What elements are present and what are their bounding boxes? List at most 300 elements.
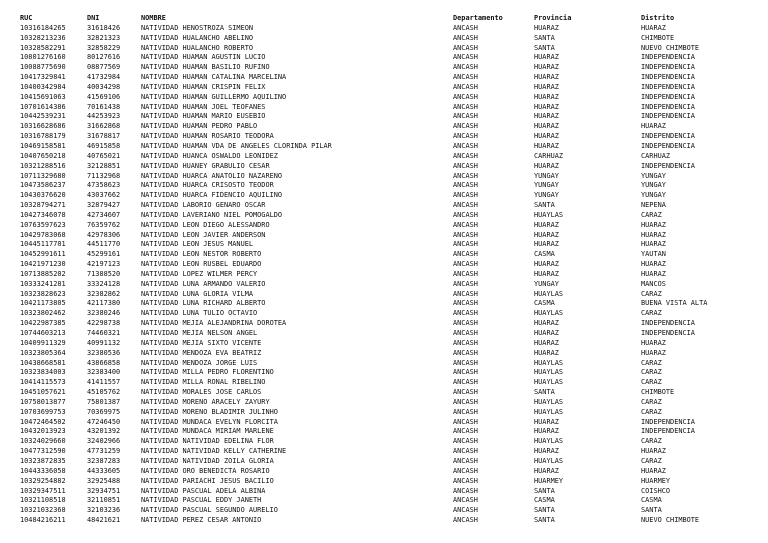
dni-cell: 43201392: [87, 427, 121, 436]
nombre-cell: NATIVIDAD HUAMAN AGUSTIN LUCIO: [141, 53, 266, 62]
provincia-cell: HUARAZ: [534, 269, 559, 278]
provincia-cell: HUARAZ: [534, 102, 559, 111]
ruc-cell: 10801276160: [20, 53, 66, 62]
ruc-cell: 10711329680: [20, 171, 66, 180]
provincia-cell: HUAYLAS: [534, 437, 564, 446]
distrito-cell: INDEPENDENCIA: [641, 141, 695, 150]
dni-cell: 45299161: [87, 250, 121, 259]
table-row: [20, 467, 751, 477]
dni-cell: 32925488: [87, 476, 121, 485]
distrito-cell: HUARAZ: [641, 260, 666, 269]
nombre-cell: NATIVIDAD PARIACHI JESUS BACILIO: [141, 476, 274, 485]
ruc-cell: 10323802462: [20, 309, 66, 318]
distrito-cell: INDEPENDENCIA: [641, 73, 695, 82]
departamento-cell: ANCASH: [453, 476, 478, 485]
distrito-cell: HUARAZ: [641, 447, 666, 456]
nombre-cell: NATIVIDAD HUARCA FIDENCIO AQUILINO: [141, 191, 283, 200]
provincia-cell: HUARAZ: [534, 23, 559, 32]
provincia-cell: CASMA: [534, 299, 555, 308]
table-row: [20, 122, 751, 132]
departamento-cell: ANCASH: [453, 378, 478, 387]
nombre-cell: NATIVIDAD MUNDACA MIRIAM MARLENE: [141, 427, 274, 436]
table-row: [20, 93, 751, 103]
departamento-cell: ANCASH: [453, 260, 478, 269]
nombre-cell: NATIVIDAD LEON NESTOR ROBERTO: [141, 250, 262, 259]
departamento-cell: ANCASH: [453, 338, 478, 347]
departamento-cell: ANCASH: [453, 319, 478, 328]
ruc-cell: 10088775690: [20, 63, 66, 72]
provincia-cell: HUARAZ: [534, 230, 559, 239]
departamento-cell: ANCASH: [453, 447, 478, 456]
departamento-cell: ANCASH: [453, 289, 478, 298]
distrito-cell: HUARAZ: [641, 230, 666, 239]
dni-cell: 33324128: [87, 279, 121, 288]
table-row: [20, 487, 751, 497]
departamento-cell: ANCASH: [453, 201, 478, 210]
table-row: [20, 240, 751, 250]
departamento-cell: ANCASH: [453, 33, 478, 42]
ruc-cell: 10417329841: [20, 73, 66, 82]
header-ruc: RUC: [20, 14, 33, 22]
provincia-cell: HUAYLAS: [534, 368, 564, 377]
departamento-cell: ANCASH: [453, 171, 478, 180]
table-row: [20, 231, 751, 241]
dni-cell: 71388520: [87, 269, 121, 278]
table-row: [20, 270, 751, 280]
ruc-cell: 10442539231: [20, 112, 66, 121]
distrito-cell: INDEPENDENCIA: [641, 161, 695, 170]
table-row: [20, 408, 751, 418]
nombre-cell: NATIVIDAD PASCUAL ADELA ALBINA: [141, 486, 266, 495]
ruc-cell: 10445117701: [20, 240, 66, 249]
departamento-cell: ANCASH: [453, 23, 478, 32]
nombre-cell: NATIVIDAD HUANEY GRABULIO CESAR: [141, 161, 270, 170]
distrito-cell: CARAZ: [641, 378, 662, 387]
distrito-cell: CASMA: [641, 496, 662, 505]
nombre-cell: NATIVIDAD LEON DIEGO ALESSANDRO: [141, 220, 270, 229]
table-row: [20, 162, 751, 172]
table-row: [20, 142, 751, 152]
ruc-cell: 10323805364: [20, 348, 66, 357]
records-table: [20, 14, 751, 526]
distrito-cell: INDEPENDENCIA: [641, 82, 695, 91]
distrito-cell: SANTA: [641, 506, 662, 515]
dni-cell: 41569106: [87, 92, 121, 101]
table-row: [20, 290, 751, 300]
ruc-cell: 10329254882: [20, 476, 66, 485]
dni-cell: 32879427: [87, 201, 121, 210]
departamento-cell: ANCASH: [453, 63, 478, 72]
nombre-cell: NATIVIDAD HUALANCHO ROBERTO: [141, 43, 254, 52]
provincia-cell: HUARAZ: [534, 329, 559, 337]
departamento-cell: ANCASH: [453, 230, 478, 239]
dni-cell: 47358623: [87, 181, 121, 190]
ruc-cell: 10427346078: [20, 210, 66, 219]
departamento-cell: ANCASH: [453, 456, 478, 465]
dni-cell: 43866858: [87, 358, 121, 367]
nombre-cell: NATIVIDAD MENDOZA EVA BEATRIZ: [141, 348, 262, 357]
dni-cell: 32128851: [87, 161, 121, 170]
departamento-cell: ANCASH: [453, 309, 478, 318]
provincia-cell: YUNGAY: [534, 191, 559, 200]
provincia-cell: HUAYLAS: [534, 289, 564, 298]
distrito-cell: COISHCO: [641, 486, 671, 495]
distrito-cell: HUARMEY: [641, 476, 671, 485]
table-row: [20, 53, 751, 63]
ruc-cell: 10438668581: [20, 358, 66, 367]
distrito-cell: INDEPENDENCIA: [641, 92, 695, 101]
dni-cell: 32110851: [87, 496, 121, 505]
distrito-cell: HUARAZ: [641, 466, 666, 475]
departamento-cell: ANCASH: [453, 191, 478, 200]
distrito-cell: NUEVO CHIMBOTE: [641, 43, 700, 52]
ruc-cell: 10451057621: [20, 388, 66, 397]
dni-cell: 40034298: [87, 82, 121, 91]
nombre-cell: NATIVIDAD MENDOZA JORGE LUIS: [141, 358, 258, 367]
nombre-cell: NATIVIDAD LUNA GLORIA VILMA: [141, 289, 254, 298]
dni-cell: 32387283: [87, 456, 121, 465]
distrito-cell: YUNGAY: [641, 171, 666, 180]
departamento-cell: ANCASH: [453, 466, 478, 475]
departamento-cell: ANCASH: [453, 329, 478, 337]
provincia-cell: HUAYLAS: [534, 456, 564, 465]
provincia-cell: YUNGAY: [534, 171, 559, 180]
provincia-cell: YUNGAY: [534, 279, 559, 288]
departamento-cell: ANCASH: [453, 427, 478, 436]
dni-cell: 47731259: [87, 447, 121, 456]
table-row: [20, 368, 751, 378]
ruc-cell: 10477312590: [20, 447, 66, 456]
dni-cell: 75801387: [87, 397, 121, 406]
nombre-cell: NATIVIDAD HUARCA CRISOSTO TEODOR: [141, 181, 274, 190]
dni-cell: 32402966: [87, 437, 121, 446]
table-row: [20, 211, 751, 221]
nombre-cell: NATIVIDAD HUAMAN MARIO EUSEBIO: [141, 112, 266, 121]
provincia-cell: HUARAZ: [534, 73, 559, 82]
dni-cell: 44333605: [87, 466, 121, 475]
provincia-cell: HUARMEY: [534, 476, 564, 485]
table-row: [20, 44, 751, 54]
header-departamento: Departamento: [453, 14, 503, 22]
nombre-cell: NATIVIDAD LUNA ARMANDO VALERIO: [141, 279, 266, 288]
ruc-cell: 10758013877: [20, 397, 66, 406]
provincia-cell: SANTA: [534, 388, 555, 397]
distrito-cell: BUENA VISTA ALTA: [641, 299, 708, 308]
table-row: [20, 378, 751, 388]
distrito-cell: HUARAZ: [641, 220, 666, 229]
distrito-cell: CARAZ: [641, 368, 662, 377]
departamento-cell: ANCASH: [453, 240, 478, 249]
distrito-cell: NEPEÑA: [641, 201, 666, 210]
dni-cell: 40765021: [87, 151, 121, 160]
table-row: [20, 418, 751, 428]
ruc-cell: 10316628686: [20, 122, 66, 131]
dni-cell: 32821323: [87, 33, 121, 42]
ruc-cell: 10414115573: [20, 378, 66, 387]
provincia-cell: HUARAZ: [534, 82, 559, 91]
provincia-cell: HUAYLAS: [534, 397, 564, 406]
table-row: [20, 516, 751, 526]
nombre-cell: NATIVIDAD PEREZ CESAR ANTONIO: [141, 516, 262, 525]
table-header-row: [20, 14, 751, 24]
nombre-cell: NATIVIDAD HUAMAN GUILLERMO AQUILINO: [141, 92, 287, 101]
distrito-cell: INDEPENDENCIA: [641, 417, 695, 426]
nombre-cell: NATIVIDAD NATIVIDAD EDELINA FLOR: [141, 437, 274, 446]
table-row: [20, 201, 751, 211]
dni-cell: 31662868: [87, 122, 121, 131]
table-row: [20, 437, 751, 447]
provincia-cell: SANTA: [534, 43, 555, 52]
table-row: [20, 477, 751, 487]
dni-cell: 70161438: [87, 102, 121, 111]
nombre-cell: NATIVIDAD HUAMAN ROSARIO TEODORA: [141, 132, 274, 141]
ruc-cell: 10473586237: [20, 181, 66, 190]
table-row: [20, 329, 751, 339]
nombre-cell: NATIVIDAD HUAMAN PEDRO PABLO: [141, 122, 258, 131]
departamento-cell: ANCASH: [453, 73, 478, 82]
dni-cell: 32383400: [87, 368, 121, 377]
ruc-cell: 10443336058: [20, 466, 66, 475]
ruc-cell: 10421971230: [20, 260, 66, 269]
distrito-cell: INDEPENDENCIA: [641, 427, 695, 436]
distrito-cell: INDEPENDENCIA: [641, 102, 695, 111]
dni-cell: 41732984: [87, 73, 121, 82]
departamento-cell: ANCASH: [453, 132, 478, 141]
nombre-cell: NATIVIDAD HUAMAN VDA DE ANGELES CLORINDA PILAR: [141, 141, 332, 150]
provincia-cell: HUARAZ: [534, 319, 559, 328]
dni-cell: 45105762: [87, 388, 121, 397]
departamento-cell: ANCASH: [453, 102, 478, 111]
nombre-cell: NATIVIDAD HENOSTROZA SIMEON: [141, 23, 254, 32]
table-row: [20, 172, 751, 182]
provincia-cell: HUARAZ: [534, 466, 559, 475]
dni-cell: 08877569: [87, 63, 121, 72]
nombre-cell: NATIVIDAD HUAMAN CRISPIN FELIX: [141, 82, 266, 91]
ruc-cell: 10430376620: [20, 191, 66, 200]
nombre-cell: NATIVIDAD MEJIA ALEJANDRINA DOROTEA: [141, 319, 287, 328]
departamento-cell: ANCASH: [453, 348, 478, 357]
ruc-cell: 10469158581: [20, 141, 66, 150]
ruc-cell: 10407650218: [20, 151, 66, 160]
table-row: [20, 221, 751, 231]
distrito-cell: INDEPENDENCIA: [641, 319, 695, 328]
ruc-cell: 10452991611: [20, 250, 66, 259]
ruc-cell: 10421173805: [20, 299, 66, 308]
dni-cell: 74460321: [87, 329, 121, 337]
departamento-cell: ANCASH: [453, 299, 478, 308]
nombre-cell: NATIVIDAD MILLA RONAL RIBELINO: [141, 378, 266, 387]
provincia-cell: HUARAZ: [534, 92, 559, 101]
nombre-cell: NATIVIDAD LAVERIANO NIEL POMOGALDO: [141, 210, 283, 219]
provincia-cell: HUARAZ: [534, 447, 559, 456]
dni-cell: 42197123: [87, 260, 121, 269]
provincia-cell: HUARAZ: [534, 122, 559, 131]
dni-cell: 47246450: [87, 417, 121, 426]
distrito-cell: INDEPENDENCIA: [641, 329, 695, 337]
departamento-cell: ANCASH: [453, 368, 478, 377]
dni-cell: 42117380: [87, 299, 121, 308]
table-row: [20, 506, 751, 516]
ruc-cell: 10713885202: [20, 269, 66, 278]
provincia-cell: HUARAZ: [534, 240, 559, 249]
nombre-cell: NATIVIDAD HUAMAN JOEL TEOFANES: [141, 102, 266, 111]
ruc-cell: 10323872835: [20, 456, 66, 465]
provincia-cell: HUAYLAS: [534, 378, 564, 387]
nombre-cell: NATIVIDAD HUARCA ANATOLIO NAZARENO: [141, 171, 283, 180]
distrito-cell: CHIMBOTE: [641, 33, 675, 42]
nombre-cell: NATIVIDAD HUANCA OSWALDO LEONIDEZ: [141, 151, 278, 160]
provincia-cell: CASMA: [534, 250, 555, 259]
departamento-cell: ANCASH: [453, 506, 478, 515]
distrito-cell: MANCOS: [641, 279, 666, 288]
provincia-cell: YUNGAY: [534, 181, 559, 190]
table-row: [20, 319, 751, 329]
table-row: [20, 349, 751, 359]
departamento-cell: ANCASH: [453, 250, 478, 259]
dni-cell: 42978306: [87, 230, 121, 239]
provincia-cell: HUAYLAS: [534, 358, 564, 367]
ruc-cell: 10422987385: [20, 319, 66, 328]
table-row: [20, 191, 751, 201]
dni-cell: 32380246: [87, 309, 121, 318]
nombre-cell: NATIVIDAD NATIVIDAD KELLY CATHERINE: [141, 447, 287, 456]
dni-cell: 32858229: [87, 43, 121, 52]
provincia-cell: HUARAZ: [534, 260, 559, 269]
table-row: [20, 112, 751, 122]
table-body: [20, 24, 751, 526]
nombre-cell: NATIVIDAD LEON RUSBEL EDUARDO: [141, 260, 262, 269]
ruc-cell: 10321108518: [20, 496, 66, 505]
ruc-cell: 10432013923: [20, 427, 66, 436]
departamento-cell: ANCASH: [453, 43, 478, 52]
dni-cell: 46915858: [87, 141, 121, 150]
distrito-cell: HUARAZ: [641, 240, 666, 249]
ruc-cell: 10328582291: [20, 43, 66, 52]
departamento-cell: ANCASH: [453, 161, 478, 170]
provincia-cell: CARHUAZ: [534, 151, 564, 160]
dni-cell: 32382862: [87, 289, 121, 298]
departamento-cell: ANCASH: [453, 516, 478, 525]
nombre-cell: NATIVIDAD ORO BENEDICTA ROSARIO: [141, 466, 270, 475]
provincia-cell: HUARAZ: [534, 220, 559, 229]
departamento-cell: ANCASH: [453, 496, 478, 505]
dni-cell: 32934751: [87, 486, 121, 495]
nombre-cell: NATIVIDAD LUNA RICHARD ALBERTO: [141, 299, 266, 308]
provincia-cell: HUAYLAS: [534, 407, 564, 416]
ruc-cell: 10400342984: [20, 82, 66, 91]
departamento-cell: ANCASH: [453, 269, 478, 278]
nombre-cell: NATIVIDAD LABORIO GENARO OSCAR: [141, 201, 266, 210]
nombre-cell: NATIVIDAD NATIVIDAD ZOILA GLORIA: [141, 456, 274, 465]
departamento-cell: ANCASH: [453, 279, 478, 288]
dni-cell: 44511770: [87, 240, 121, 249]
distrito-cell: HUARAZ: [641, 122, 666, 131]
ruc-cell: 10323828623: [20, 289, 66, 298]
distrito-cell: CARAZ: [641, 407, 662, 416]
provincia-cell: HUARAZ: [534, 112, 559, 121]
departamento-cell: ANCASH: [453, 141, 478, 150]
ruc-cell: 10701614386: [20, 102, 66, 111]
provincia-cell: SANTA: [534, 506, 555, 515]
nombre-cell: NATIVIDAD LUNA TULIO OCTAVIO: [141, 309, 258, 318]
distrito-cell: CARAZ: [641, 309, 662, 318]
ruc-cell: 10703699753: [20, 407, 66, 416]
table-row: [20, 181, 751, 191]
distrito-cell: INDEPENDENCIA: [641, 112, 695, 121]
nombre-cell: NATIVIDAD PASCUAL SEGUNDO AURELIO: [141, 506, 278, 515]
departamento-cell: ANCASH: [453, 151, 478, 160]
nombre-cell: NATIVIDAD HUALANCHO ABELINO: [141, 33, 254, 42]
distrito-cell: YUNGAY: [641, 181, 666, 190]
table-row: [20, 132, 751, 142]
dni-cell: 44253923: [87, 112, 121, 121]
nombre-cell: NATIVIDAD MUNDACA EVELYN FLORCITA: [141, 417, 278, 426]
departamento-cell: ANCASH: [453, 220, 478, 229]
nombre-cell: NATIVIDAD LEON JESUS MANUEL: [141, 240, 254, 249]
table-row: [20, 398, 751, 408]
ruc-cell: 10316184265: [20, 23, 66, 32]
nombre-cell: NATIVIDAD MEJIA SIXTO VICENTE: [141, 338, 262, 347]
provincia-cell: HUAYLAS: [534, 309, 564, 318]
dni-cell: 41411557: [87, 378, 121, 387]
nombre-cell: NATIVIDAD HUAMAN CATALINA MARCELINA: [141, 73, 287, 82]
ruc-cell: 10744603213: [20, 329, 66, 337]
table-row: [20, 83, 751, 93]
table-row: [20, 34, 751, 44]
table-row: [20, 359, 751, 369]
ruc-cell: 10763597623: [20, 220, 66, 229]
distrito-cell: CARHUAZ: [641, 151, 671, 160]
dni-cell: 43037662: [87, 191, 121, 200]
table-row: [20, 260, 751, 270]
departamento-cell: ANCASH: [453, 397, 478, 406]
departamento-cell: ANCASH: [453, 210, 478, 219]
distrito-cell: INDEPENDENCIA: [641, 63, 695, 72]
dni-cell: 42298738: [87, 319, 121, 328]
dni-cell: 80127616: [87, 53, 121, 62]
table-row: [20, 447, 751, 457]
provincia-cell: HUARAZ: [534, 417, 559, 426]
nombre-cell: NATIVIDAD LOPEZ WILMER PERCY: [141, 269, 258, 278]
provincia-cell: SANTA: [534, 201, 555, 210]
departamento-cell: ANCASH: [453, 388, 478, 397]
nombre-cell: NATIVIDAD PASCUAL EDDY JANETH: [141, 496, 262, 505]
ruc-cell: 10323834003: [20, 368, 66, 377]
departamento-cell: ANCASH: [453, 417, 478, 426]
header-dni: DNI: [87, 14, 100, 22]
table-row: [20, 73, 751, 83]
provincia-cell: HUARAZ: [534, 161, 559, 170]
dni-cell: 71132968: [87, 171, 121, 180]
ruc-cell: 10321032368: [20, 506, 66, 515]
ruc-cell: 10321288516: [20, 161, 66, 170]
header-provincia: Provincia: [534, 14, 572, 22]
table-row: [20, 24, 751, 34]
distrito-cell: NUEVO CHIMBOTE: [641, 516, 700, 525]
ruc-cell: 10429783068: [20, 230, 66, 239]
dni-cell: 32103236: [87, 506, 121, 515]
departamento-cell: ANCASH: [453, 92, 478, 101]
distrito-cell: HUARAZ: [641, 23, 666, 32]
provincia-cell: SANTA: [534, 516, 555, 525]
ruc-cell: 10409911329: [20, 338, 66, 347]
header-distrito: Distrito: [641, 14, 675, 22]
dni-cell: 31678817: [87, 132, 121, 141]
provincia-cell: HUARAZ: [534, 348, 559, 357]
departamento-cell: ANCASH: [453, 486, 478, 495]
ruc-cell: 10333241281: [20, 279, 66, 288]
table-row: [20, 280, 751, 290]
